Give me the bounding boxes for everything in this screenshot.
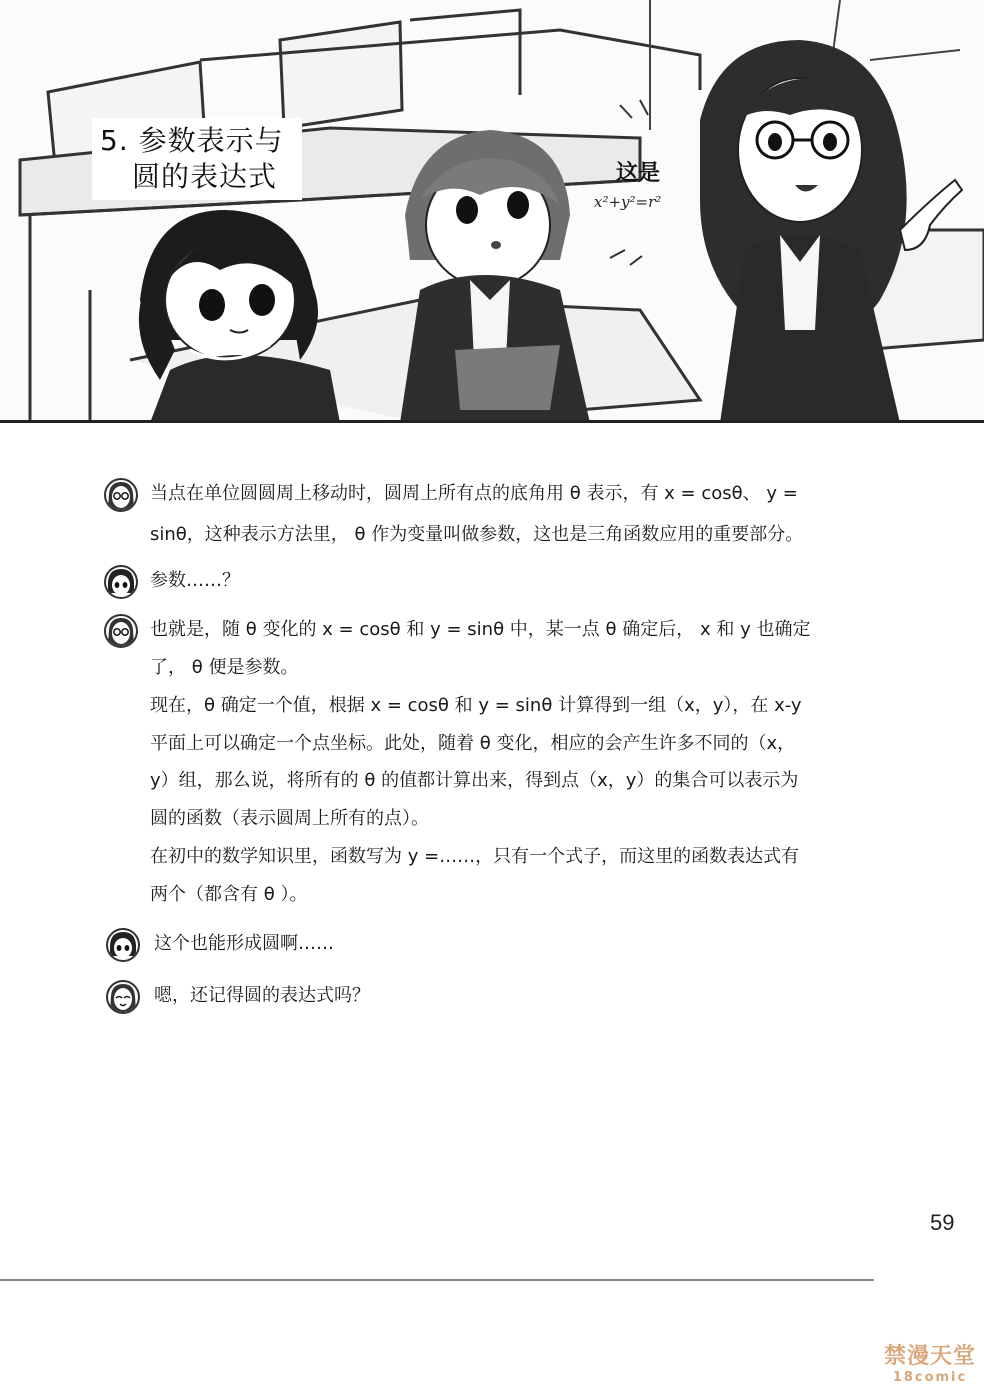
classroom-illustration <box>0 0 984 423</box>
teacher-avatar-icon <box>104 614 138 648</box>
dialog-line: 在初中的数学知识里，函数写为 y =……，只有一个式子，而这里的函数表达式有 <box>150 846 800 867</box>
watermark-line2: 18comic <box>892 1370 968 1385</box>
dialog-line: 平面上可以确定一个点坐标。此处，随着 θ 变化，相应的会产生许多不同的（x， <box>150 733 796 754</box>
watermark-line1: 禁漫天堂 <box>883 1344 976 1369</box>
footer-rule <box>0 1279 874 1281</box>
dialog-line: sinθ，这种表示方法里， θ 作为变量叫做参数，这也是三角函数应用的重要部分。 <box>150 524 804 545</box>
dialog-line: 也就是，随 θ 变化的 x = cosθ 和 y = sinθ 中，某一点 θ 确定后， x 和 y 也确定 <box>150 619 811 640</box>
girl-twintails-avatar-icon <box>104 565 138 599</box>
dialog-line: 当点在单位圆圆周上移动时，圆周上所有点的底角用 θ 表示，有 x = cosθ、 y = <box>150 483 798 504</box>
manga-panel <box>0 0 984 423</box>
teacher-avatar-icon <box>104 478 138 512</box>
speech-formula: x²+y²=r² <box>594 193 662 211</box>
dialog-line: 两个（都含有 θ ）。 <box>150 884 308 905</box>
girl-twintails-avatar-icon <box>106 928 140 962</box>
section-title-line1: 5. 参数表示与 <box>100 124 284 157</box>
teacher-figure <box>700 40 962 423</box>
dialog-line: 现在，θ 确定一个值，根据 x = cosθ 和 y = sinθ 计算得到一组（x，y），在 x-y <box>150 695 802 716</box>
teacher-smiling-avatar-icon <box>106 980 140 1014</box>
panel-border <box>0 420 984 423</box>
section-title-line2: 圆的表达式 <box>132 160 278 193</box>
dialog-line: 嗯，还记得圆的表达式吗？ <box>154 985 370 1006</box>
watermark <box>876 1344 984 1392</box>
dialog-line: 了， θ 便是参数。 <box>150 657 299 678</box>
girl-twintails-figure <box>139 210 340 423</box>
dialog-line: 参数……？ <box>150 570 240 591</box>
dialog-line: 圆的函数（表示圆周上所有的点）。 <box>150 808 429 829</box>
dialog-line: y）组，那么说，将所有的 θ 的值都计算出来，得到点（x，y）的集合可以表示为 <box>150 770 799 791</box>
speech-text: 这是 <box>616 160 661 186</box>
dialog-line: 这个也能形成圆啊…… <box>154 933 334 954</box>
page-number: 59 <box>930 1210 955 1235</box>
